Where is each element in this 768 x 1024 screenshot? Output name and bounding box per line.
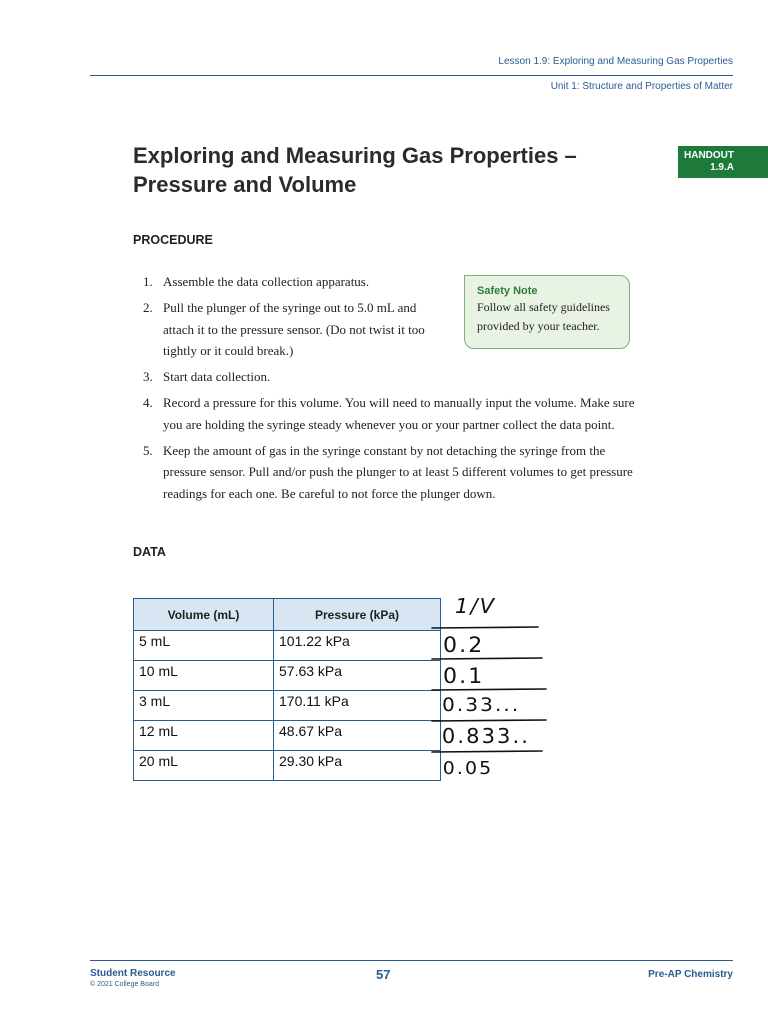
procedure-heading: PROCEDURE bbox=[133, 233, 213, 247]
footer-divider bbox=[90, 960, 733, 961]
cell-volume: 3 mL bbox=[134, 691, 274, 721]
handout-badge-number: 1.9.A bbox=[710, 162, 734, 173]
cell-pressure: 29.30 kPa bbox=[274, 751, 441, 781]
column-header-pressure: Pressure (kPa) bbox=[274, 599, 441, 631]
footer-student-resource: Student Resource bbox=[90, 968, 176, 979]
handwritten-header: 1/V bbox=[455, 594, 497, 618]
table-row bbox=[134, 721, 441, 751]
data-table bbox=[133, 598, 441, 781]
step-number: 5. bbox=[143, 442, 153, 458]
table-header-row bbox=[134, 599, 441, 631]
step-number: 3. bbox=[143, 369, 153, 384]
step-number: 1. bbox=[143, 274, 153, 289]
page-title-line1: Exploring and Measuring Gas Properties – bbox=[133, 143, 577, 168]
handwritten-value: 0.2 bbox=[443, 633, 485, 657]
data-heading: DATA bbox=[133, 545, 166, 559]
procedure-step bbox=[143, 366, 643, 388]
column-header-volume: Volume (mL) bbox=[134, 599, 274, 631]
header-lesson: Lesson 1.9: Exploring and Measuring Gas Properties bbox=[498, 56, 733, 67]
cell-pressure: 101.22 kPa bbox=[274, 631, 441, 661]
footer-course: Pre-AP Chemistry bbox=[648, 969, 733, 980]
handout-badge-label: HANDOUT bbox=[684, 150, 734, 161]
cell-volume: 12 mL bbox=[134, 721, 274, 751]
step-text: Start data collection. bbox=[163, 369, 271, 384]
cell-pressure: 57.63 kPa bbox=[274, 661, 441, 691]
safety-note-title: Safety Note bbox=[477, 285, 538, 297]
safety-note-box bbox=[464, 275, 630, 349]
cell-volume: 20 mL bbox=[134, 751, 274, 781]
page-title-line2: Pressure and Volume bbox=[133, 172, 357, 197]
safety-note-body: Follow all safety guidelines provided by your teacher. bbox=[477, 300, 610, 333]
page-number: 57 bbox=[376, 967, 391, 982]
handwritten-value: 0.33... bbox=[442, 694, 521, 716]
table-row bbox=[134, 751, 441, 781]
handwritten-value: 0.1 bbox=[443, 664, 485, 688]
handwritten-value: 0.05 bbox=[442, 758, 494, 779]
table-row bbox=[134, 691, 441, 721]
cell-volume: 5 mL bbox=[134, 631, 274, 661]
step-text: Record a pressure for this volume. You will need to manually input the volume. Make sure you are holding the syringe steady whenever you or your partner collect the data point. bbox=[163, 395, 635, 432]
handwritten-value: 0.833.. bbox=[441, 724, 531, 748]
cell-pressure: 170.11 kPa bbox=[274, 691, 441, 721]
step-number: 4. bbox=[143, 395, 153, 410]
cell-volume: 10 mL bbox=[134, 661, 274, 691]
step-number: 2. bbox=[143, 300, 153, 315]
procedure-step bbox=[143, 392, 643, 435]
handout-badge bbox=[678, 146, 768, 178]
header-divider bbox=[90, 75, 733, 76]
table-row bbox=[134, 661, 441, 691]
header-unit: Unit 1: Structure and Properties of Matter bbox=[550, 81, 733, 92]
handwritten-column bbox=[430, 594, 560, 794]
table-row bbox=[134, 631, 441, 661]
cell-pressure: 48.67 kPa bbox=[274, 721, 441, 751]
page-title bbox=[133, 141, 653, 199]
footer-copyright: © 2021 College Board bbox=[90, 981, 159, 988]
procedure-step bbox=[143, 440, 643, 505]
step-text: Keep the amount of gas in the syringe constant by not detaching the syringe from the pressure sensor. Pull and/or push the plunger to at least 5 different volumes to get pressure readings for each one. Be careful to not force the plunger down. bbox=[163, 442, 633, 501]
step-text: Pull the plunger of the syringe out to 5.0 mL and attach it to the pressure sensor. (Do not twist it too tightly or it could break.) bbox=[163, 300, 425, 358]
step-text: Assemble the data collection apparatus. bbox=[163, 274, 370, 289]
